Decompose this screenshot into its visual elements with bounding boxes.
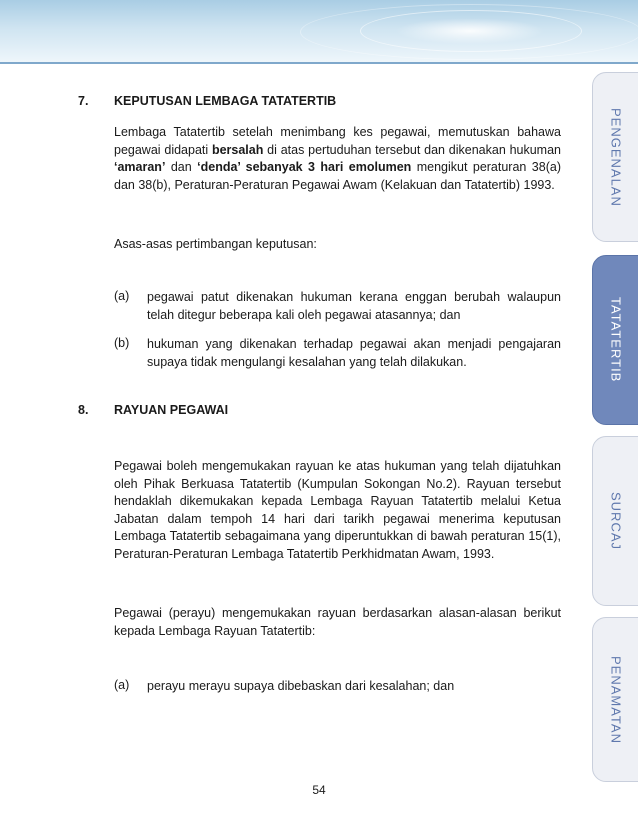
header-rule xyxy=(0,62,638,64)
section-8-heading: RAYUAN PEGAWAI xyxy=(114,403,229,417)
section-7-paragraph-1 xyxy=(114,124,561,194)
text-bold: ‘denda’ sebanyak 3 hari emolumen xyxy=(197,160,412,174)
tab-tatatertib[interactable] xyxy=(592,255,638,425)
tab-label: PENGENALAN xyxy=(608,107,624,207)
section-7-paragraph-2: Asas-asas pertimbangan keputusan: xyxy=(114,237,317,251)
water-drop xyxy=(395,18,545,44)
tab-surcaj[interactable] xyxy=(592,436,638,606)
list-item-text: hukuman yang dikenakan terhadap pegawai akan menjadi pengajaran supaya tidak mengulangi kesalahan yang telah dilakukan. xyxy=(147,337,561,369)
tab-penamatan[interactable] xyxy=(592,617,638,782)
text-run: Lembaga Tatatertib setelah menimbang kes pegawai, memutuskan bahawa pegawai didapati xyxy=(114,125,561,157)
tab-label: TATATERTIB xyxy=(608,297,624,383)
section-8-paragraph-2: Pegawai (perayu) mengemukakan rayuan berdasarkan alasan-alasan berikut kepada Lembaga Rayuan Tatatertib: xyxy=(114,606,561,638)
text-run: dan xyxy=(165,160,198,174)
tab-pengenalan[interactable] xyxy=(592,72,638,242)
text-run: di atas pertuduhan tersebut dan dikenakan hukuman xyxy=(263,142,561,157)
tab-label: SURCAJ xyxy=(608,491,624,550)
header-banner xyxy=(0,0,638,62)
text-bold: ‘amaran’ xyxy=(114,160,166,174)
section-8-number: 8. xyxy=(78,403,89,417)
section-8-paragraph-1: Pegawai boleh mengemukakan rayuan ke atas hukuman yang telah dijatuhkan oleh Pihak Berkuasa Tatatertib (Kumpulan Sokongan No.2). Rayuan tersebut hendaklah dikemukakan kepada Lembaga Rayuan Tatatertib melalui Ketua Jabatan dalam tempoh 14 hari dari tarikh pegawai menerima keputusan Lembaga Tatatertib sebagaimana yang diperuntukkan di bawah peraturan 15(1), Peraturan-Peraturan Lembaga Tatatertib Perkhidmatan Awam, 1993. xyxy=(114,459,561,561)
section-7-number: 7. xyxy=(78,94,89,108)
text-run: mengikut peraturan 38(a) dan 38(b), Peraturan-Peraturan Pegawai Awam (Kelakuan dan Tatatertib) 1993. xyxy=(114,160,561,192)
list-item-label: (b) xyxy=(114,336,130,350)
list-item-label: (a) xyxy=(114,289,130,303)
section-7-heading: KEPUTUSAN LEMBAGA TATATERTIB xyxy=(114,94,337,108)
tab-label: PENAMATAN xyxy=(608,655,624,744)
list-item-text: pegawai patut dikenakan hukuman kerana enggan berubah walaupun telah ditegur beberapa kali oleh pegawai atasannya; dan xyxy=(147,290,561,322)
page-number: 54 xyxy=(312,783,326,797)
text-bold: bersalah xyxy=(211,142,264,157)
list-item-label: (a) xyxy=(114,678,130,692)
list-item-text: perayu merayu supaya dibebaskan dari kesalahan; dan xyxy=(147,679,455,693)
